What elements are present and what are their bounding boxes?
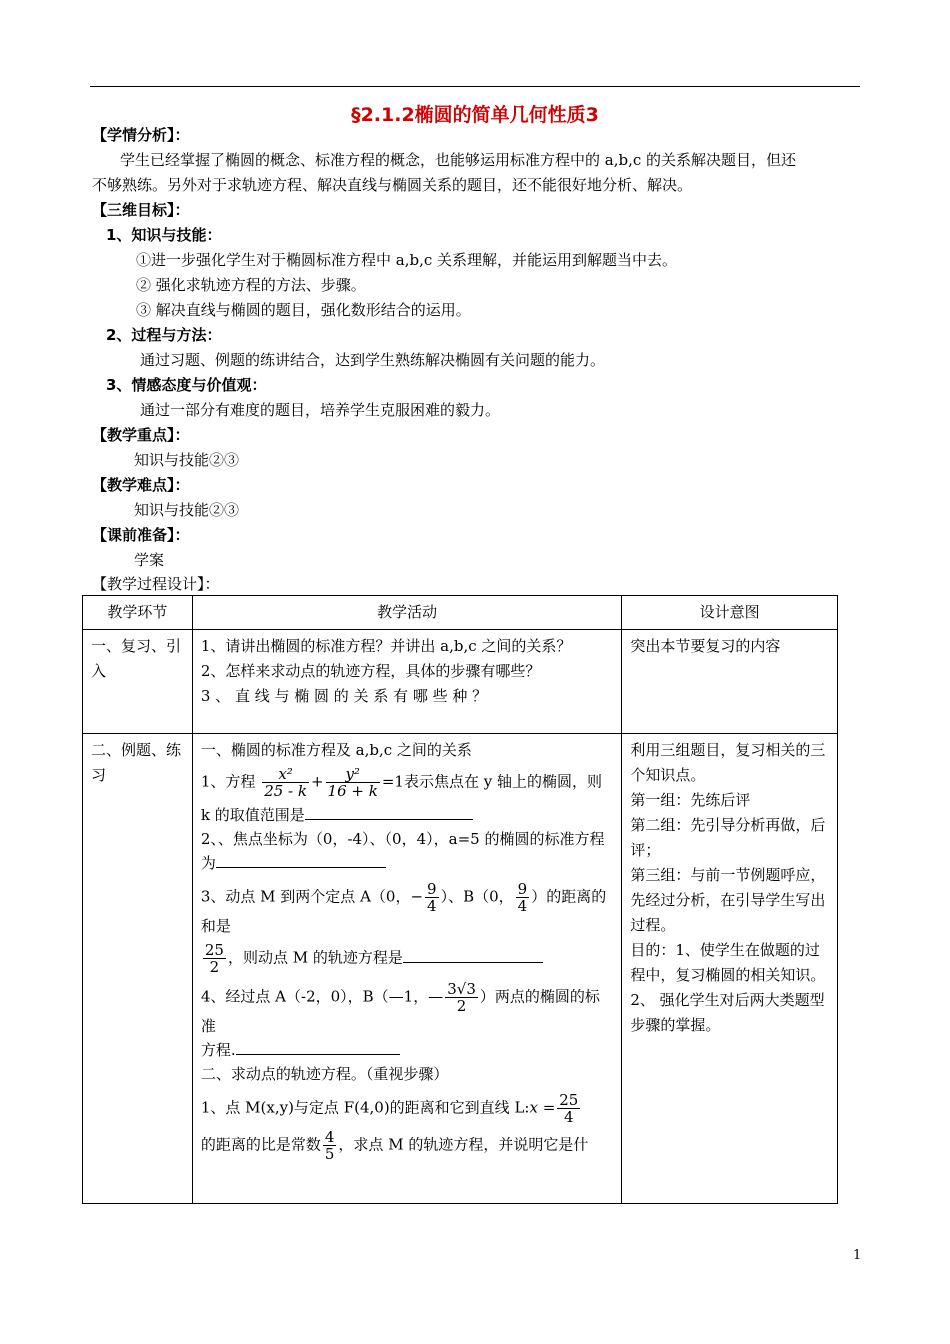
intent-line: 目的：1、使学生在做题的过程中，复习椭圆的相关知识。: [630, 941, 826, 984]
part2-heading: 二、求动点的轨迹方程。（重视步骤）: [200, 1065, 449, 1083]
goal1-heading: 1、知识与技能：: [106, 226, 222, 244]
q4-text-b: ）两点的椭圆的标准: [200, 987, 600, 1035]
intent-line: 2、 强化学生对后两大类题型步骤的掌握。: [630, 991, 825, 1034]
q4-text-a: 4、经过点 A（-2，0），B（—1，—: [200, 987, 444, 1006]
goals-heading: 【三维目标】：: [92, 201, 190, 219]
page-title: §2.1.2椭圆的简单几何性质3: [351, 104, 599, 126]
fraction-y2: [326, 766, 380, 799]
frac-den: 16 + k: [327, 782, 378, 800]
fraction-9-4: [425, 881, 439, 914]
question-4: [201, 981, 613, 1038]
question-3-cont: [201, 942, 613, 975]
fraction-x2: [262, 766, 309, 799]
row1-intent: 突出本节要复习的内容: [622, 630, 838, 734]
question-1: [201, 766, 613, 799]
fraction-3root3-2: [445, 981, 478, 1014]
page-number: 1: [853, 1248, 862, 1263]
frac-num: 3√3: [447, 980, 476, 998]
teaching-process-table: [82, 595, 838, 1204]
frac-den: 4: [564, 1108, 574, 1126]
fraction-4-5: [323, 1129, 337, 1162]
p2q1-x: x =: [529, 1098, 556, 1117]
key-points-text: 知识与技能②③: [134, 451, 240, 469]
analysis-heading: 【学情分析】：: [92, 126, 190, 144]
header-stage: 教学环节: [83, 596, 193, 630]
answer-blank[interactable]: [236, 1040, 400, 1055]
row1-activity-1: 1、请讲出椭圆的标准方程？并讲出 a,b,c 之间的关系？: [200, 637, 572, 655]
answer-blank[interactable]: [403, 948, 543, 963]
question-2-cont: [201, 851, 613, 875]
intent-line: 第一组：先练后评: [630, 791, 751, 809]
answer-blank[interactable]: [216, 853, 386, 868]
difficulties-text: 知识与技能②③: [134, 501, 240, 519]
goal3-heading: 3、情感态度与价值观：: [106, 376, 267, 394]
p2q1-text-b: 的距离的比是常数: [200, 1135, 321, 1154]
frac-den: 5: [324, 1145, 335, 1163]
frac-num: x²: [262, 766, 309, 783]
part2-question-1-cont: [201, 1129, 613, 1162]
frac-num: 25: [559, 1091, 579, 1109]
q3-text-a: 3、动点 M 到两个定点 A（0，−: [200, 887, 424, 906]
design-heading: 【教学过程设计】：: [92, 575, 220, 593]
frac-den: 4: [427, 897, 437, 915]
q1-equals: =1: [381, 772, 404, 791]
intent-line: 第三组：与前一节例题呼应，先经过分析，在引导学生写出过程。: [630, 866, 826, 934]
q3-text-c: ）的距离的和是: [200, 887, 607, 935]
fraction-9-4: [516, 881, 530, 914]
row1-stage: 一、复习、引入: [83, 630, 193, 734]
question-1-cont: [201, 803, 613, 827]
preparation-heading: 【课前准备】：: [92, 526, 190, 544]
row1-activity-3: 3 、 直 线 与 椭 圆 的 关 系 有 哪 些 种 ？: [200, 687, 488, 705]
table-header-row: [83, 596, 838, 630]
q4-text-c: 方程.: [200, 1041, 236, 1059]
frac-den: 2: [456, 997, 467, 1015]
q1-plus: +: [310, 772, 324, 791]
question-3: [201, 881, 613, 938]
frac-num: y²: [326, 766, 380, 783]
row2-intent: [622, 734, 838, 1204]
table-row: [83, 734, 838, 1204]
goal2-text: 通过习题、例题的练讲结合，达到学生熟练解决椭圆有关问题的能力。: [140, 351, 606, 369]
q1-text-c: k 的取值范围是: [200, 806, 305, 824]
part1-heading: 一、椭圆的标准方程及 a,b,c 之间的关系: [200, 741, 472, 759]
goal3-text: 通过一部分有难度的题目，培养学生克服困难的毅力。: [140, 401, 501, 419]
row2-activity: [192, 734, 621, 1204]
frac-num: 9: [427, 880, 437, 898]
goal1-item-2: ② 强化求轨迹方程的方法、步骤。: [136, 276, 366, 294]
p2q1-text-c: ，求点 M 的轨迹方程，并说明它是什: [338, 1135, 589, 1154]
key-points-heading: 【教学重点】：: [92, 426, 190, 444]
frac-den: 4: [517, 897, 528, 915]
row2-stage: 二、例题、练习: [83, 734, 193, 1204]
frac-num: 4: [324, 1128, 335, 1146]
goal1-item-3: ③ 解决直线与椭圆的题目，强化数形结合的运用。: [136, 301, 471, 319]
header-rule: [90, 86, 860, 87]
table-row: [83, 630, 838, 734]
fraction-25-2: [203, 942, 226, 975]
difficulties-heading: 【教学难点】：: [92, 476, 190, 494]
q1-text-a: 1、方程: [200, 772, 256, 791]
intent-line: 利用三组题目，复习相关的三个知识点。: [630, 741, 826, 784]
intent-line: 第二组：先引导分析再做，后评；: [630, 816, 826, 859]
fraction-25-4: [557, 1092, 580, 1125]
preparation-text: 学案: [134, 551, 165, 569]
q3-text-d: ，则动点 M 的轨迹方程是: [227, 948, 403, 967]
frac-num: 25: [204, 941, 224, 959]
frac-den: 25 - k: [264, 782, 307, 800]
p2q1-text-a: 1、点 M(x,y)与定点 F(4,0)的距离和它到直线 L:: [200, 1098, 530, 1117]
frac-den: 2: [209, 958, 220, 976]
row1-activity: [192, 630, 621, 734]
q1-text-b: 表示焦点在 y 轴上的椭圆，则: [403, 772, 602, 791]
question-2: 2、、焦点坐标为（0，-4）、（0，4），a=5 的椭圆的标准方程: [200, 830, 605, 848]
goal1-item-1: ①进一步强化学生对于椭圆标准方程中 a,b,c 关系理解，并能运用到解题当中去。: [136, 251, 678, 269]
analysis-text-2: 不够熟练。另外对于求轨迹方程、解决直线与椭圆关系的题目，还不能很好地分析、解决。: [92, 176, 693, 194]
header-intent: 设计意图: [622, 596, 838, 630]
row1-activity-2: 2、怎样来求动点的轨迹方程，具体的步骤有哪些？: [200, 662, 541, 680]
header-activity: 教学活动: [192, 596, 621, 630]
frac-num: 9: [517, 880, 528, 898]
answer-blank[interactable]: [305, 805, 473, 820]
q2-text-b: 为: [200, 854, 216, 872]
part2-question-1: [201, 1092, 613, 1125]
goal2-heading: 2、过程与方法：: [106, 326, 222, 344]
analysis-text-1: 学生已经掌握了椭圆的概念、标准方程的概念，也能够运用标准方程中的 a,b,c 的关系解决题目，但还: [120, 151, 797, 169]
q3-text-b: ）、B（0，: [440, 887, 514, 906]
question-4-cont: [201, 1038, 613, 1062]
